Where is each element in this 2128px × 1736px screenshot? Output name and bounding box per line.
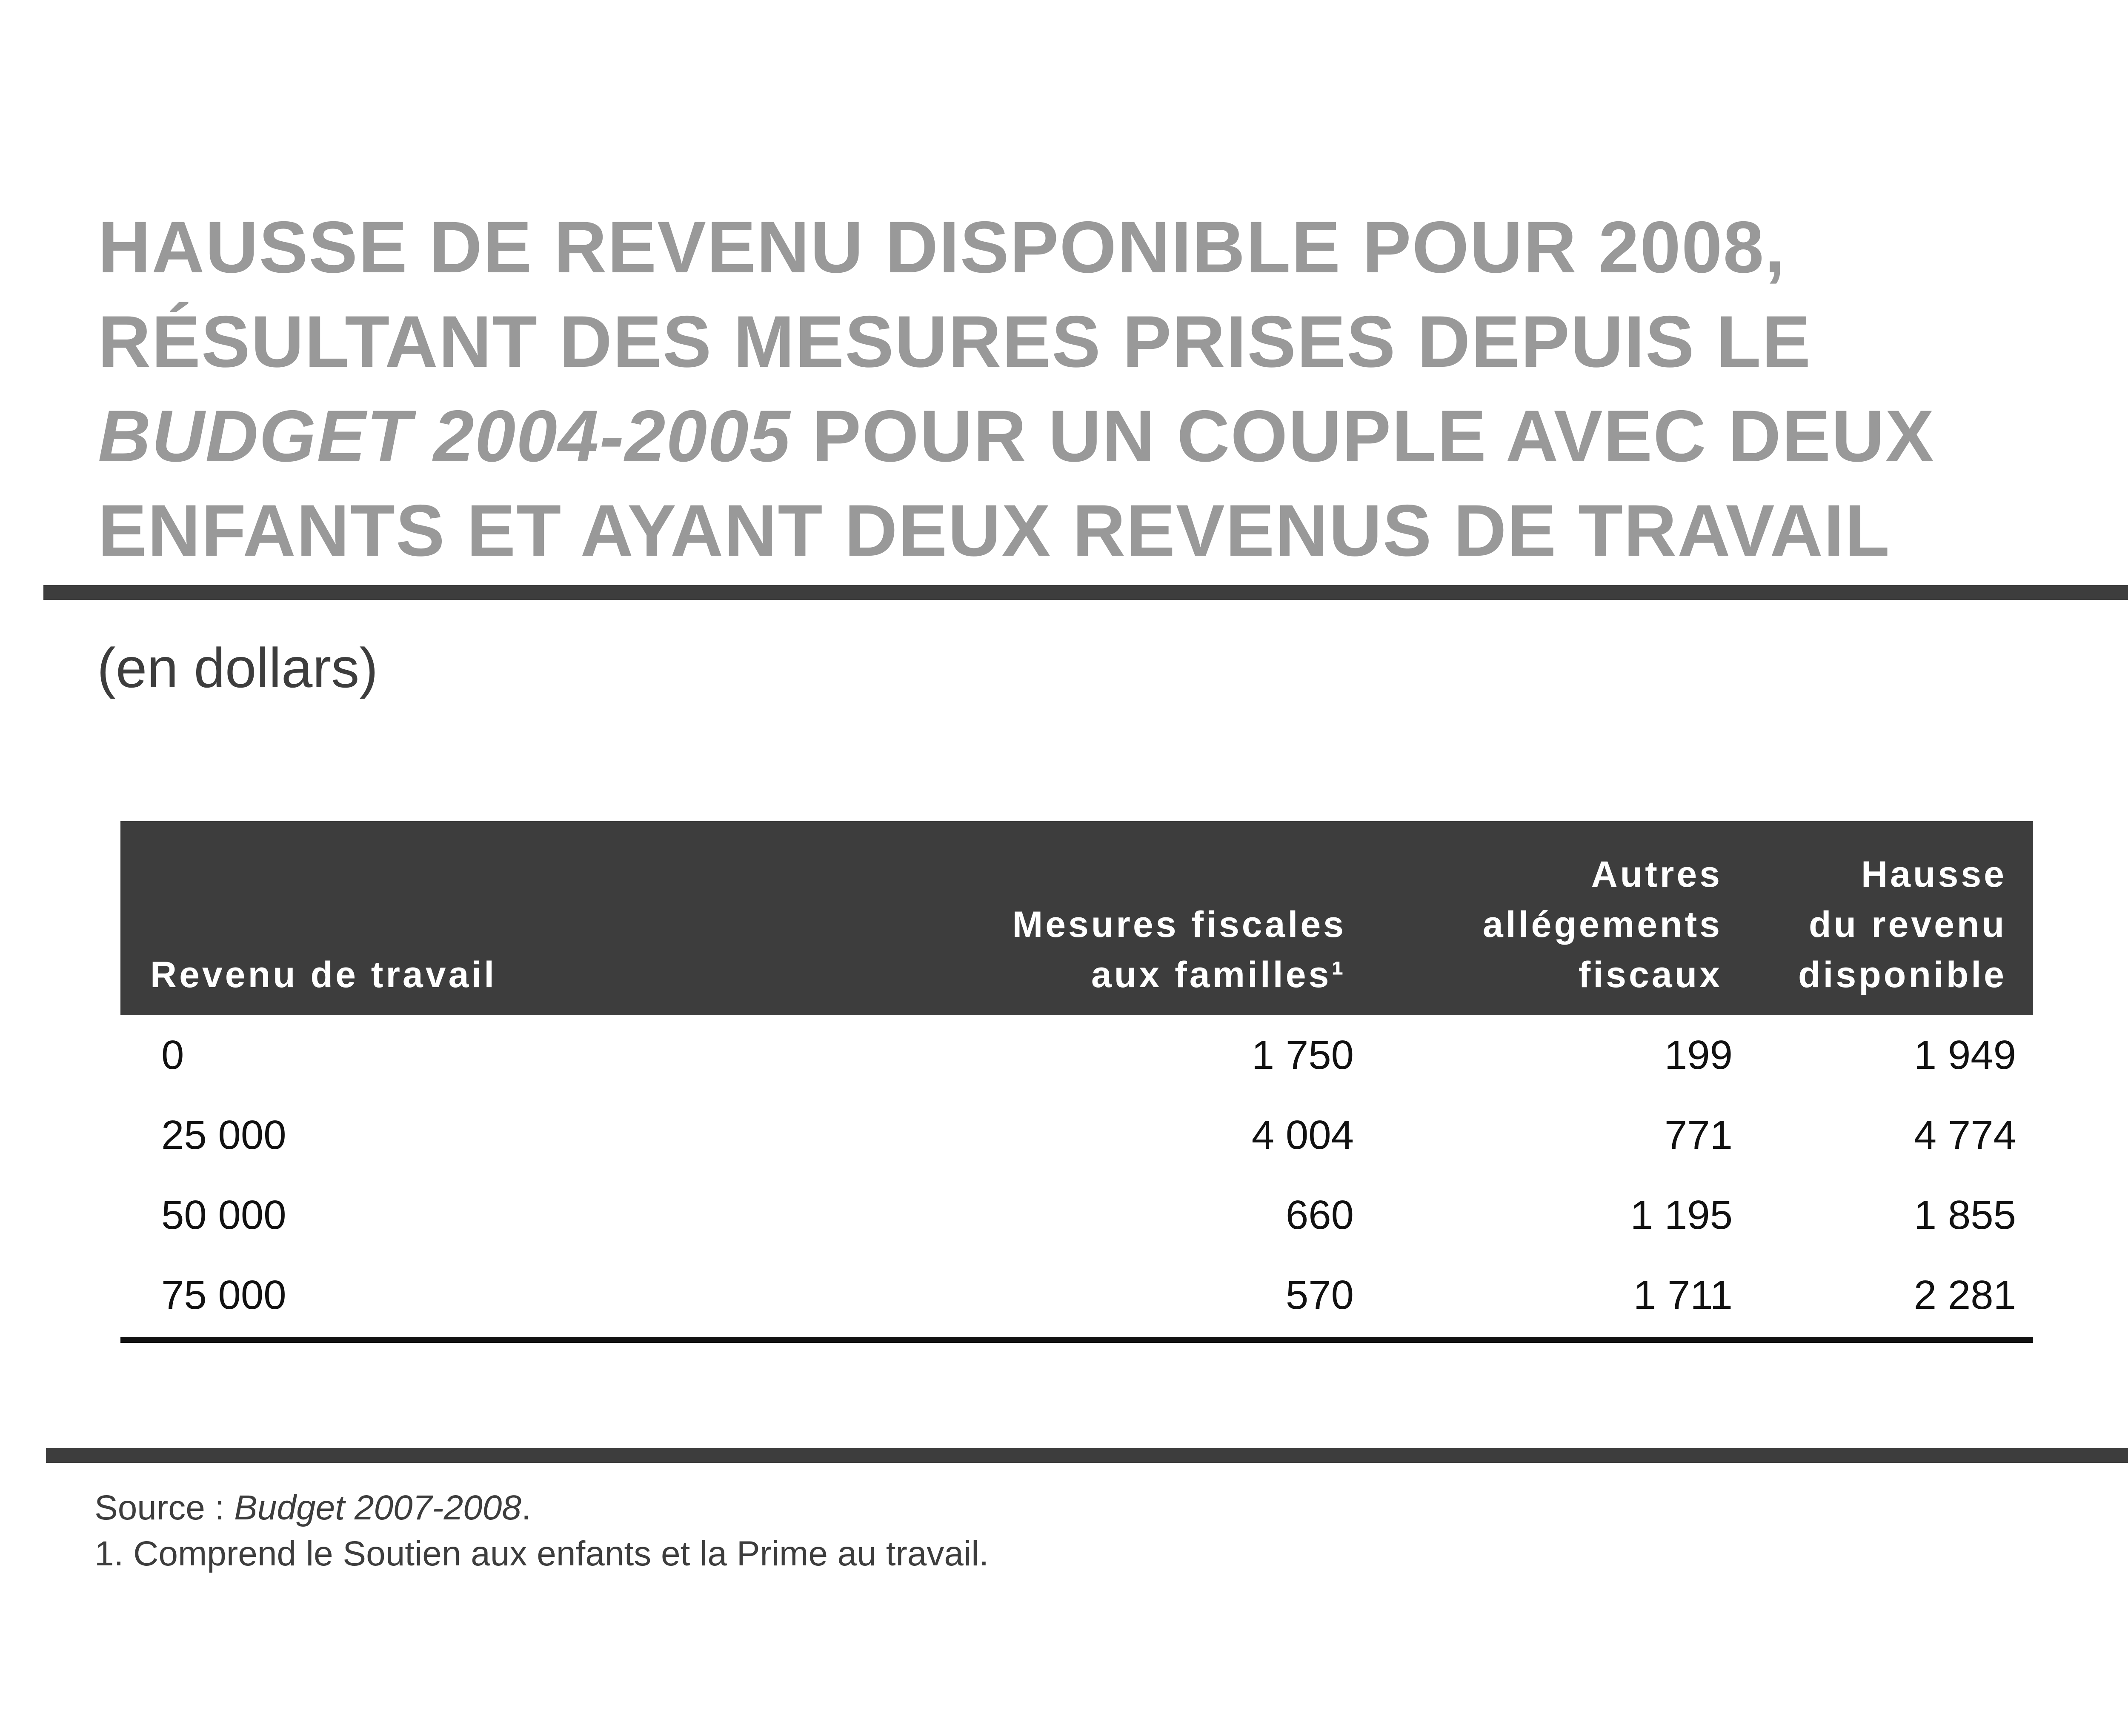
cell-hausse: 1 949 (1913, 1032, 2016, 1078)
cell-mesures: 4 004 (1251, 1112, 1354, 1158)
table-row (120, 1015, 2033, 1095)
page-title (98, 200, 2128, 578)
bottom-divider (46, 1448, 2128, 1463)
source-title: Budget 2007-2008 (234, 1488, 521, 1527)
cell-revenu: 50 000 (161, 1192, 286, 1238)
header-line: disponible (1798, 954, 2007, 995)
cell-mesures: 660 (1285, 1192, 1354, 1238)
cell-mesures: 1 750 (1251, 1032, 1354, 1078)
cell-mesures: 570 (1285, 1272, 1354, 1318)
cell-autres: 771 (1664, 1112, 1733, 1158)
cell-revenu: 25 000 (161, 1112, 286, 1158)
cell-hausse: 4 774 (1913, 1112, 2016, 1158)
source-line (94, 1485, 989, 1531)
cell-revenu: 75 000 (161, 1272, 286, 1318)
title-line-1: HAUSSE DE REVENU DISPONIBLE POUR 2008, (98, 206, 1786, 288)
top-divider (43, 585, 2128, 600)
header-hausse-revenu (1755, 821, 2033, 1015)
title-budget-italic: BUDGET 2004-2005 (98, 395, 791, 477)
header-revenu-de-travail (120, 821, 759, 1015)
title-line-3-rest: POUR UN COUPLE AVEC DEUX (791, 395, 1935, 477)
header-line: allégements (1482, 904, 1722, 945)
table-row (120, 1095, 2033, 1175)
header-line: Autres (1591, 854, 1722, 895)
header-line: du revenu (1809, 904, 2007, 945)
header-autres-allegements (1376, 821, 1755, 1015)
table-row (120, 1175, 2033, 1255)
table-header (120, 821, 2033, 1015)
header-line: aux familles¹ (1091, 954, 1346, 995)
table-body (120, 1015, 2033, 1335)
cell-hausse: 2 281 (1913, 1272, 2016, 1318)
footer-notes (94, 1485, 989, 1577)
header-line: Hausse (1861, 854, 2007, 895)
cell-revenu: 0 (161, 1032, 184, 1078)
header-line: Revenu de travail (150, 954, 497, 995)
footnote-1: 1. Comprend le Soutien aux enfants et la Prime au travail. (94, 1534, 989, 1573)
title-line-3 (98, 389, 2128, 483)
source-end: . (521, 1488, 531, 1527)
units-label: (en dollars) (97, 637, 378, 699)
cell-autres: 1 195 (1630, 1192, 1733, 1238)
cell-autres: 199 (1664, 1032, 1733, 1078)
table-row (120, 1255, 2033, 1335)
cell-hausse: 1 855 (1913, 1192, 2016, 1238)
source-label: Source : (94, 1488, 235, 1527)
cell-autres: 1 711 (1633, 1272, 1733, 1318)
income-table (120, 821, 2033, 1335)
title-line-2: RÉSULTANT DES MESURES PRISES DEPUIS LE (98, 301, 1812, 383)
title-line-4: ENFANTS ET AYANT DEUX REVENUS DE TRAVAIL (98, 490, 1891, 571)
header-mesures-fiscales (759, 821, 1376, 1015)
header-line: fiscaux (1578, 954, 1722, 995)
header-line: Mesures fiscales (1012, 904, 1346, 945)
table-bottom-rule (120, 1337, 2033, 1343)
